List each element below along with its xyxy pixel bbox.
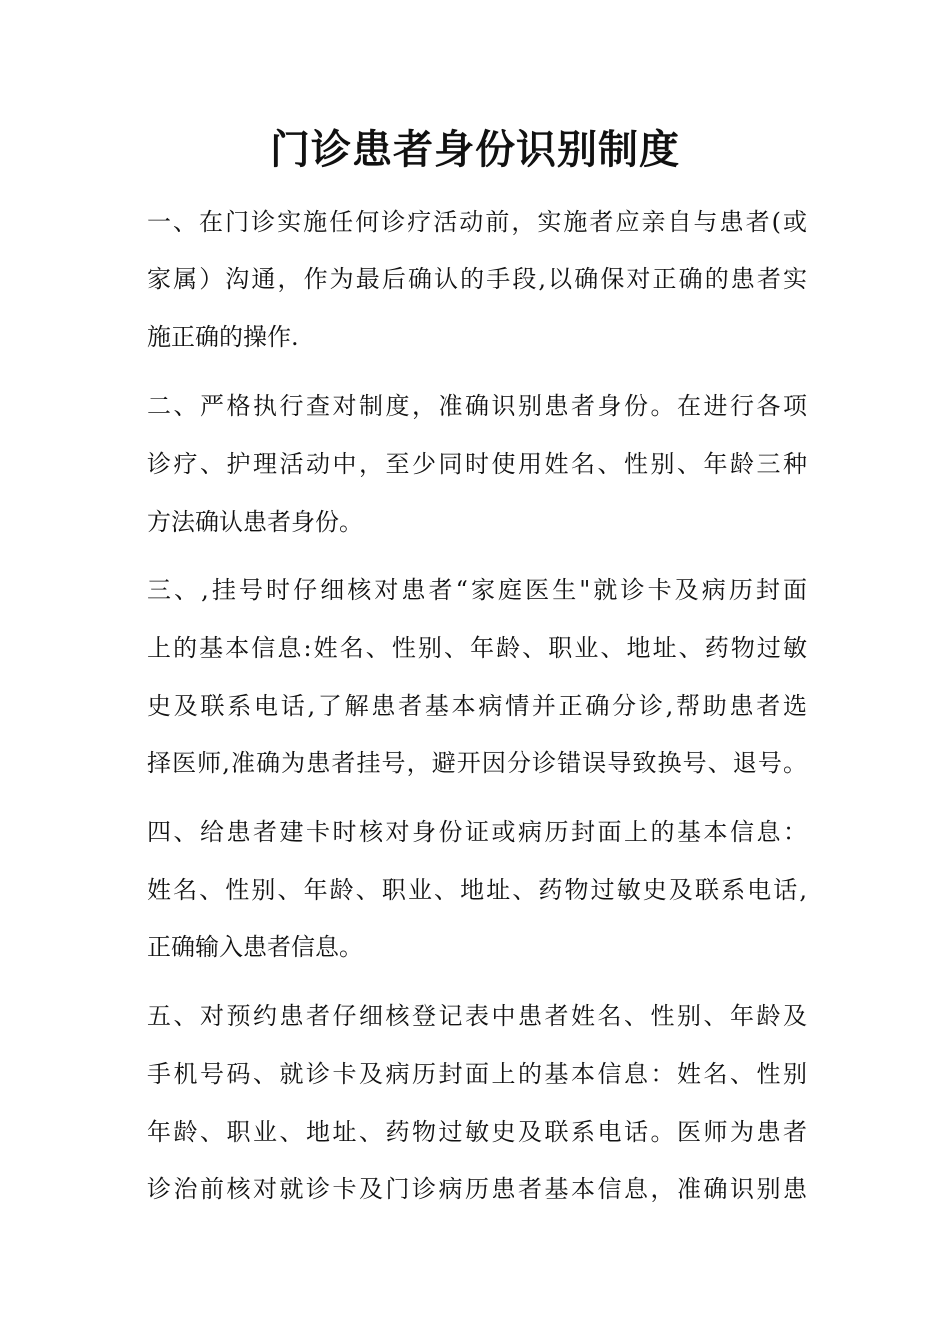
document-line: 择医师,准确为患者挂号，避开因分诊错误导致换号、退号。 — [147, 749, 807, 777]
document-line: 二、严格执行查对制度，准确识别患者身份。在进行各项 — [147, 392, 807, 420]
document-line: 诊治前核对就诊卡及门诊病历患者基本信息，准确识别患 — [147, 1175, 807, 1203]
document-line: 五、对预约患者仔细核登记表中患者姓名、性别、年龄及 — [147, 1002, 807, 1030]
document-line: 史及联系电话,了解患者基本病情并正确分诊,帮助患者选 — [147, 692, 807, 720]
document-title: 门诊患者身份识别制度 — [270, 127, 680, 173]
document-line: 方法确认患者身份。 — [147, 508, 363, 536]
document-line: 家属）沟通，作为最后确认的手段,以确保对正确的患者实 — [147, 265, 807, 293]
document-line: 手机号码、就诊卡及病历封面上的基本信息：姓名、性别 — [147, 1060, 807, 1088]
document-line: 四、给患者建卡时核对身份证或病历封面上的基本信息： — [147, 818, 807, 846]
document-line: 上的基本信息:姓名、性别、年龄、职业、地址、药物过敏 — [147, 634, 807, 662]
document-line: 一、在门诊实施任何诊疗活动前，实施者应亲自与患者(或 — [147, 208, 807, 236]
document-line: 诊疗、护理活动中，至少同时使用姓名、性别、年龄三种 — [147, 450, 807, 478]
document-line: 施正确的操作. — [147, 323, 299, 351]
document-line: 姓名、性别、年龄、职业、地址、药物过敏史及联系电话, — [147, 876, 807, 904]
document-line: 正确输入患者信息。 — [147, 933, 363, 961]
document-line: 三、,挂号时仔细核对患者“家庭医生"就诊卡及病历封面 — [147, 576, 807, 604]
document-line: 年龄、职业、地址、药物过敏史及联系电话。医师为患者 — [147, 1118, 807, 1146]
